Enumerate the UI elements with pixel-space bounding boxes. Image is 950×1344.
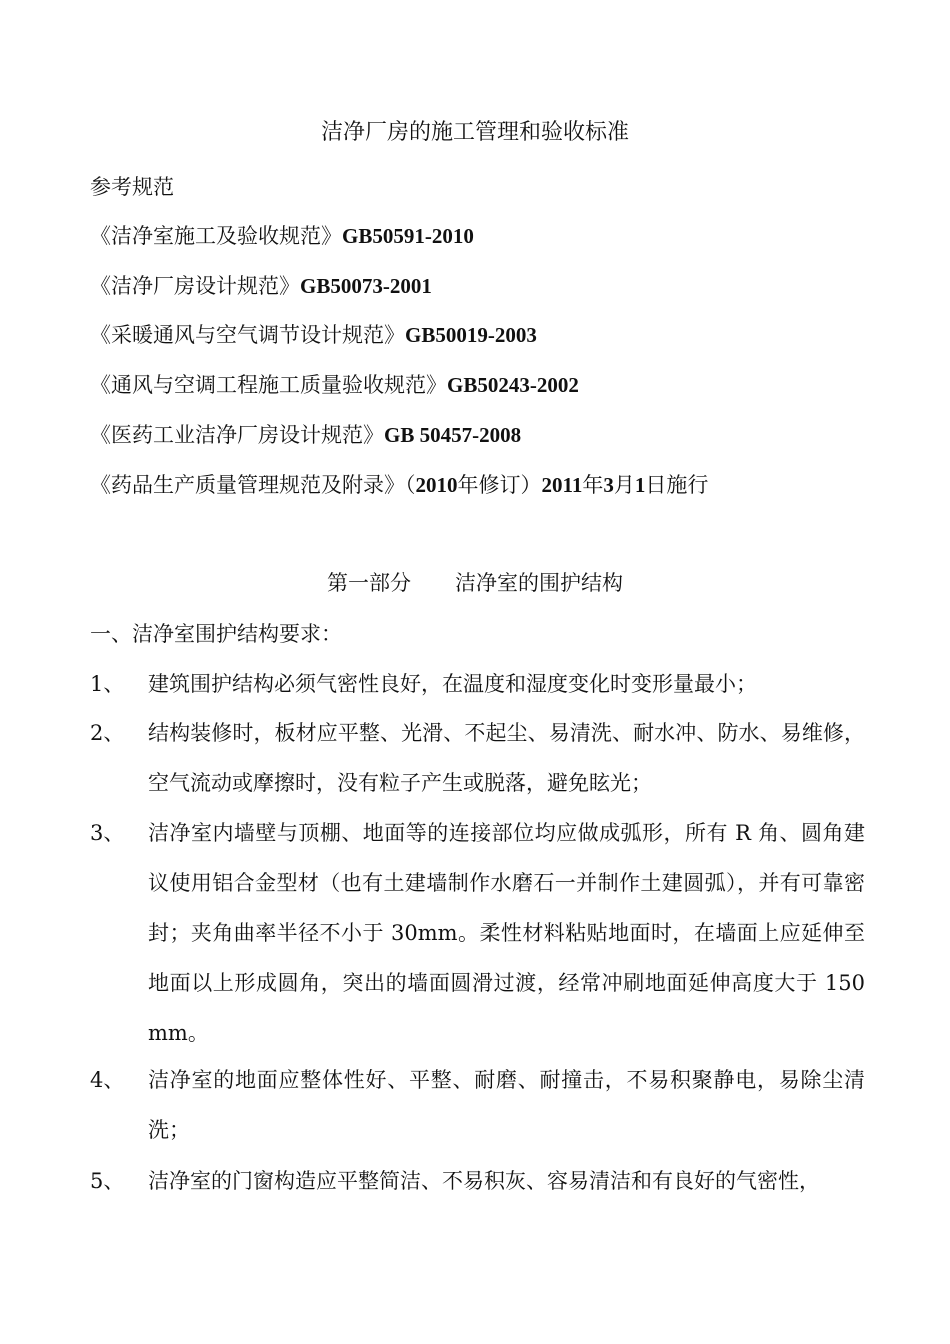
reference-name: 《洁净室施工及验收规范》 (90, 224, 342, 248)
reference-code: GB50591-2010 (342, 224, 474, 248)
list-item-number: 4、 (90, 1068, 125, 1092)
reference-name: 《通风与空调工程施工质量验收规范》 (90, 373, 447, 397)
list-item-text: 洁净室的地面应整体性好、平整、耐磨、耐撞击，不易积聚静电，易除尘清洗； (148, 1068, 865, 1142)
list-item (90, 818, 865, 1058)
reference-code: GB50019-2003 (405, 323, 537, 347)
gmp-day: 1 (634, 473, 646, 497)
list-item-number: 2、 (90, 721, 125, 745)
section-name: 洁净室的围护结构 (455, 571, 623, 595)
list-item (90, 718, 865, 808)
reference-name: 《医药工业洁净厂房设计规范》 (90, 423, 384, 447)
subsection-heading: 一、洁净室围护结构要求： (90, 622, 342, 646)
gmp-text: 日施行 (645, 473, 709, 497)
gmp-text: 年修订） (457, 473, 542, 497)
reference-item (90, 370, 579, 400)
reference-item (90, 271, 432, 301)
gmp-text: 年 (582, 473, 604, 497)
references-heading: 参考规范 (90, 175, 174, 199)
reference-item (90, 420, 521, 450)
list-item-text: 洁净室的门窗构造应平整简洁、不易积灰、容易清洁和有良好的气密性， (148, 1169, 820, 1193)
reference-item (90, 320, 537, 350)
reference-item (90, 221, 474, 251)
reference-code: GB50073-2001 (300, 274, 432, 298)
gmp-reference (90, 470, 708, 500)
section-part: 第一部分 (327, 571, 411, 595)
gmp-effective-year: 2011 (541, 473, 583, 497)
list-item-text: 建筑围护结构必须气密性良好，在温度和湿度变化时变形量最小； (148, 672, 757, 696)
list-item (90, 669, 865, 709)
gmp-year: 2010 (415, 473, 458, 497)
section-heading (0, 568, 950, 598)
list-item-number: 3、 (90, 821, 125, 845)
gmp-text: 月 (613, 473, 635, 497)
list-item (90, 1166, 865, 1206)
list-item-number: 1、 (90, 672, 125, 696)
list-item-text: 结构装修时，板材应平整、光滑、不起尘、易清洗、耐水冲、防水、易维修，空气流动或摩擦时，没有粒子产生或脱落，避免眩光； (148, 721, 865, 795)
reference-code: GB 50457-2008 (384, 423, 522, 447)
reference-code: GB50243-2002 (447, 373, 579, 397)
gmp-text: 《药品生产质量管理规范及附录》（ (90, 473, 416, 497)
list-item-text: 洁净室内墙壁与顶棚、地面等的连接部位均应做成弧形，所有 R 角、圆角建议使用铝合金型材（也有土建墙制作水磨石一并制作土建圆弧），并有可靠密封；夹角曲率半径不小于 30mm。柔性材料粘贴地面时，在墙面上应延伸至地面以上形成圆角，突出的墙面圆滑过渡，经常冲刷地面延伸高度大于 150mm。 (148, 821, 865, 1045)
list-item (90, 1065, 865, 1155)
gmp-month: 3 (603, 473, 614, 497)
list-item-number: 5、 (90, 1169, 125, 1193)
reference-name: 《采暖通风与空气调节设计规范》 (90, 323, 405, 347)
page-title: 洁净厂房的施工管理和验收标准 (320, 120, 629, 145)
reference-name: 《洁净厂房设计规范》 (90, 274, 300, 298)
